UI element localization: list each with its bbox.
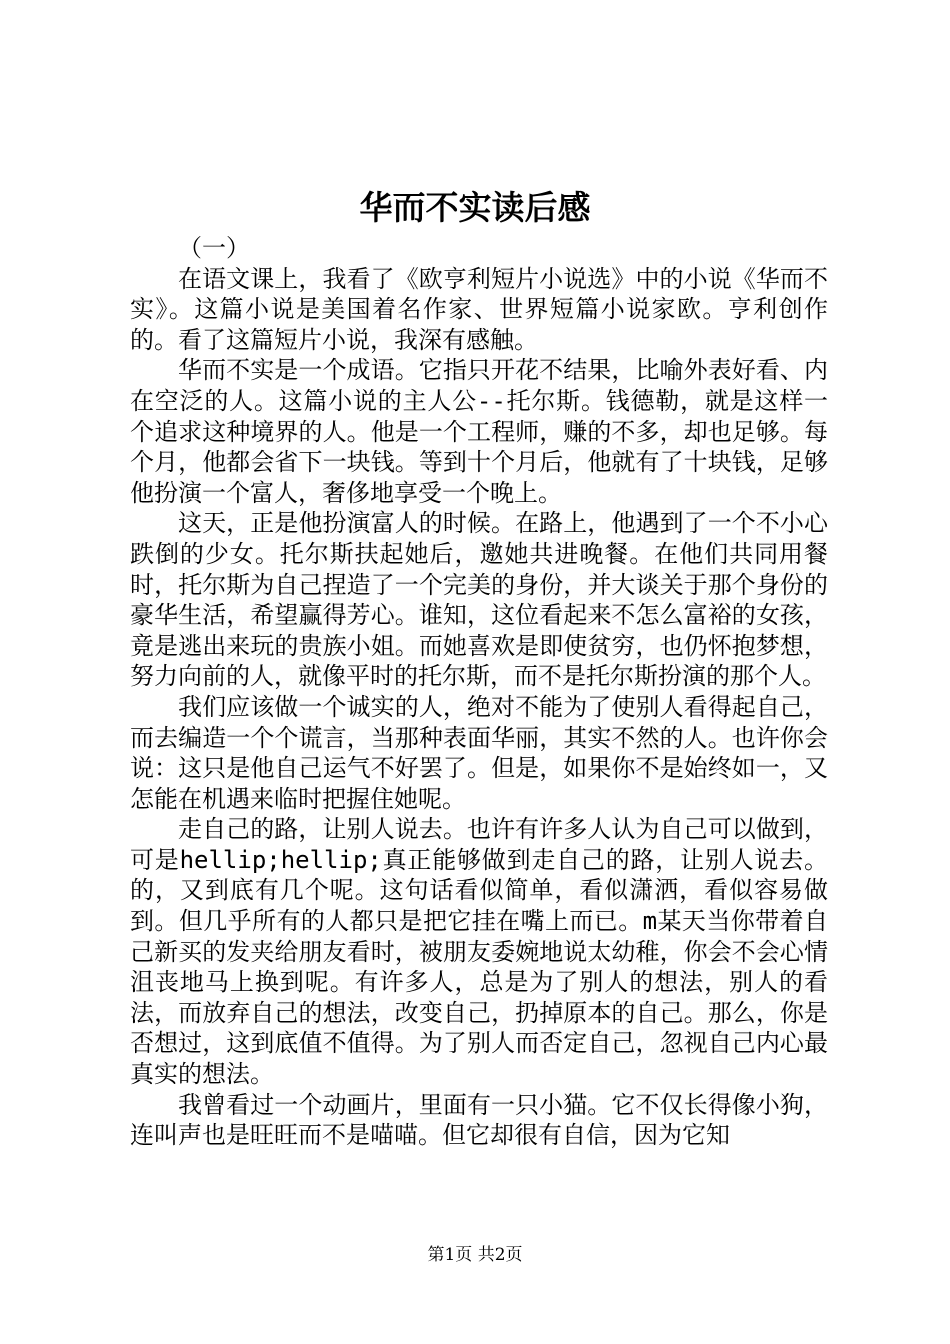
paragraph: 我曾看过一个动画片，里面有一只小猫。它不仅长得像小狗，连叫声也是旺旺而不是喵喵。但它却很有自信，因为它知 bbox=[130, 1090, 828, 1150]
paragraph: 这天，正是他扮演富人的时候。在路上，他遇到了一个不小心跌倒的少女。托尔斯扶起她后，邀她共进晚餐。在他们共同用餐时，托尔斯为自己捏造了一个完美的身份，并大谈关于那个身份的豪华生活，希望赢得芳心。谁知，这位看起来不怎么富裕的女孩，竟是逃出来玩的贵族小姐。而她喜欢是即使贫穷，也仍怀抱梦想，努力向前的人，就像平时的托尔斯，而不是托尔斯扮演的那个人。 bbox=[130, 509, 828, 691]
paragraph: 华而不实是一个成语。它指只开花不结果，比喻外表好看、内在空泛的人。这篇小说的主人公--托尔斯。钱德勒，就是这样一个追求这种境界的人。他是一个工程师，赚的不多，却也足够。每个月，他都会省下一块钱。等到十个月后，他就有了十块钱，足够他扮演一个富人，奢侈地享受一个晚上。 bbox=[130, 356, 828, 507]
paragraph: 走自己的路，让别人说去。也许有许多人认为自己可以做到，可是hellip;hellip;真正能够做到走自己的路，让别人说去。的，又到底有几个呢。这句话看似简单，看似潇洒，看似容易做到。但几乎所有的人都只是把它挂在嘴上而已。m某天当你带着自己新买的发夹给朋友看时，被朋友委婉地说太幼稚，你会不会心情沮丧地马上换到呢。有许多人，总是为了别人的想法，别人的看法，而放弃自己的想法，改变自己，扔掉原本的自己。那么，你是否想过，这到底值不值得。为了别人而否定自己，忽视自己内心最真实的想法。 bbox=[130, 815, 828, 1089]
paragraph: 在语文课上，我看了《欧亨利短片小说选》中的小说《华而不实》。这篇小说是美国着名作家、世界短篇小说家欧。亨利创作的。看了这篇短片小说，我深有感触。 bbox=[130, 264, 828, 354]
document-title: 华而不实读后感 bbox=[359, 188, 591, 227]
section-label: （一） bbox=[178, 234, 250, 262]
document-body bbox=[130, 233, 828, 1151]
page-footer: 第1页 共2页 bbox=[427, 1245, 523, 1265]
paragraph: 我们应该做一个诚实的人，绝对不能为了使别人看得起自己，而去编造一个个谎言，当那种表面华丽，其实不然的人。也许你会说：这只是他自己运气不好罢了。但是，如果你不是始终如一，又怎能在机遇来临时把握住她呢。 bbox=[130, 692, 828, 813]
